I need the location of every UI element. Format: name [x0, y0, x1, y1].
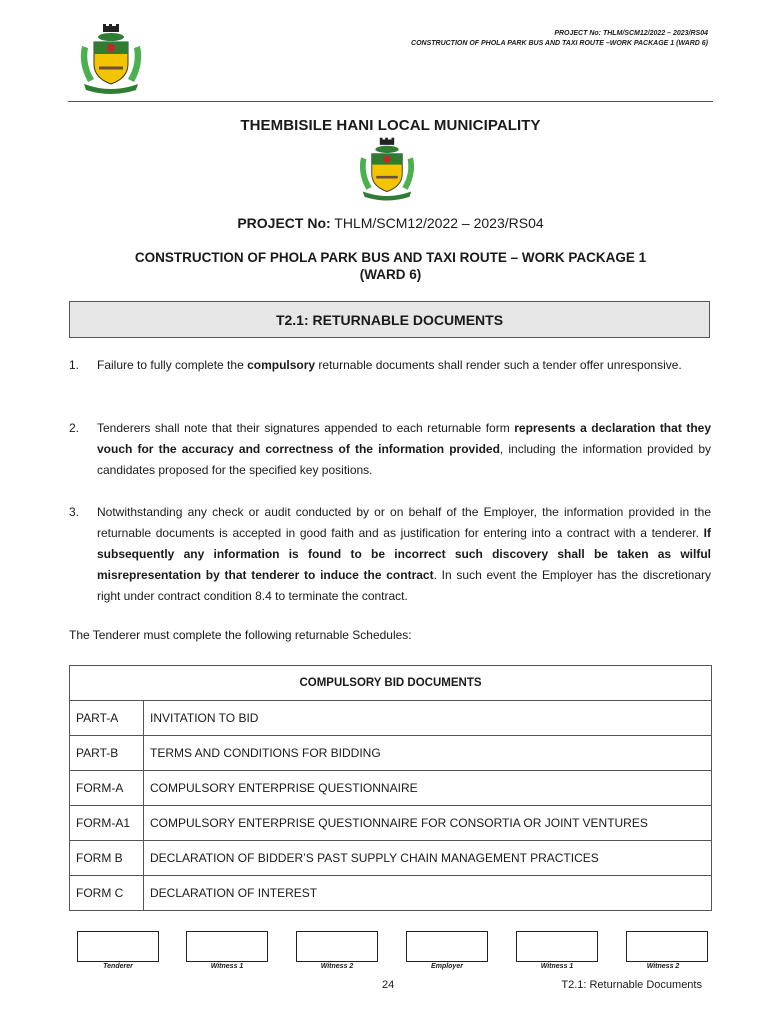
employer-witness-1-signature-box[interactable] — [516, 931, 598, 962]
paragraph-text — [97, 418, 711, 481]
text-run: Tenderers shall note that their signatures appended to each returnable form — [97, 421, 515, 435]
table-heading: COMPULSORY BID DOCUMENTS — [70, 666, 712, 701]
employer-witness-2-signature-box[interactable] — [626, 931, 708, 962]
signature-label: Employer — [431, 963, 463, 970]
municipal-crest-logo-header — [72, 24, 150, 96]
table-row — [70, 736, 712, 771]
paragraph-3 — [69, 502, 711, 607]
paragraph-2 — [69, 418, 711, 481]
paragraph-number: 3. — [69, 505, 80, 519]
paragraph-text — [97, 355, 711, 376]
document-code: FORM-A — [70, 771, 144, 806]
document-title: COMPULSORY ENTERPRISE QUESTIONNAIRE — [144, 771, 712, 806]
document-code: PART-A — [70, 701, 144, 736]
signature-label: Witness 2 — [320, 963, 354, 970]
paragraph-text — [97, 502, 711, 607]
document-title: DECLARATION OF INTEREST — [144, 876, 712, 911]
signature-label: Witness 2 — [646, 963, 680, 970]
document-title: TERMS AND CONDITIONS FOR BIDDING — [144, 736, 712, 771]
text-run: returnable documents shall render such a tender offer unresponsive. — [315, 358, 682, 372]
header-divider — [68, 101, 713, 102]
municipality-title: THEMBISILE HANI LOCAL MUNICIPALITY — [240, 117, 541, 134]
header-project-name: CONSTRUCTION OF PHOLA PARK BUS AND TAXI ROUTE –WORK PACKAGE 1 (WARD 6) — [411, 40, 708, 47]
project-number — [68, 215, 713, 231]
section-title-banner — [69, 301, 710, 338]
table-row — [70, 701, 712, 736]
signature-label: Witness 1 — [540, 963, 574, 970]
bold-run: compulsory — [247, 358, 316, 372]
header-project-number: PROJECT No: THLM/SCM12/2022 – 2023/RS04 — [554, 30, 708, 37]
document-title: COMPULSORY ENTERPRISE QUESTIONNAIRE FOR CONSORTIA OR JOINT VENTURES — [144, 806, 712, 841]
text-run: Failure to fully complete the — [97, 358, 248, 372]
section-title: T2.1: RETURNABLE DOCUMENTS — [275, 311, 504, 328]
paragraph-1 — [69, 355, 711, 376]
table-row — [70, 806, 712, 841]
bold-run: represents a declaration that they vouch for the accuracy and correctness of the information provided — [97, 421, 711, 456]
paragraph-number: 2. — [69, 421, 80, 435]
table-row — [70, 771, 712, 806]
document-code: FORM B — [70, 841, 144, 876]
witness-1-signature-box[interactable] — [186, 931, 268, 962]
text-run: Notwithstanding any check or audit conducted by or on behalf of the Employer, the information provided in the returnable documents is accepted in good faith and as justification for entering into a contract with a tenderer. — [97, 505, 711, 540]
project-name-line-1: CONSTRUCTION OF PHOLA PARK BUS AND TAXI ROUTE – WORK PACKAGE 1 — [134, 250, 647, 265]
municipal-crest-logo-center — [352, 136, 422, 204]
schedules-intro: The Tenderer must complete the following returnable Schedules: — [69, 628, 412, 642]
text-run: . In such event the Employer has the discretionary right under contract condition 8.4 to terminate the contract. — [97, 568, 711, 603]
compulsory-bid-documents-table — [69, 665, 712, 911]
signature-label: Witness 1 — [210, 963, 244, 970]
project-name-line-2: (WARD 6) — [359, 267, 422, 282]
document-code: FORM C — [70, 876, 144, 911]
bold-run: If subsequently any information is found to be incorrect such discovery shall be taken as wilful misrepresentation by that tenderer to induce the contract — [97, 526, 711, 582]
employer-signature-box[interactable] — [406, 931, 488, 962]
table-row — [70, 841, 712, 876]
document-title: INVITATION TO BID — [144, 701, 712, 736]
document-title: DECLARATION OF BIDDER’S PAST SUPPLY CHAIN MANAGEMENT PRACTICES — [144, 841, 712, 876]
tenderer-signature-box[interactable] — [77, 931, 159, 962]
table-header-row — [70, 666, 712, 701]
witness-2-signature-box[interactable] — [296, 931, 378, 962]
document-code: PART-B — [70, 736, 144, 771]
page-number: 24 — [382, 979, 395, 991]
project-name — [68, 249, 713, 283]
signature-label: Tenderer — [103, 963, 133, 970]
project-number-label: PROJECT No: — [237, 215, 331, 231]
text-run: , including the information provided by candidates proposed for the specified key positions. — [97, 442, 711, 477]
table-row — [70, 876, 712, 911]
project-number-value: THLM/SCM12/2022 – 2023/RS04 — [330, 215, 544, 231]
footer-section-title: T2.1: Returnable Documents — [561, 979, 702, 991]
document-code: FORM-A1 — [70, 806, 144, 841]
paragraph-number: 1. — [69, 358, 80, 372]
